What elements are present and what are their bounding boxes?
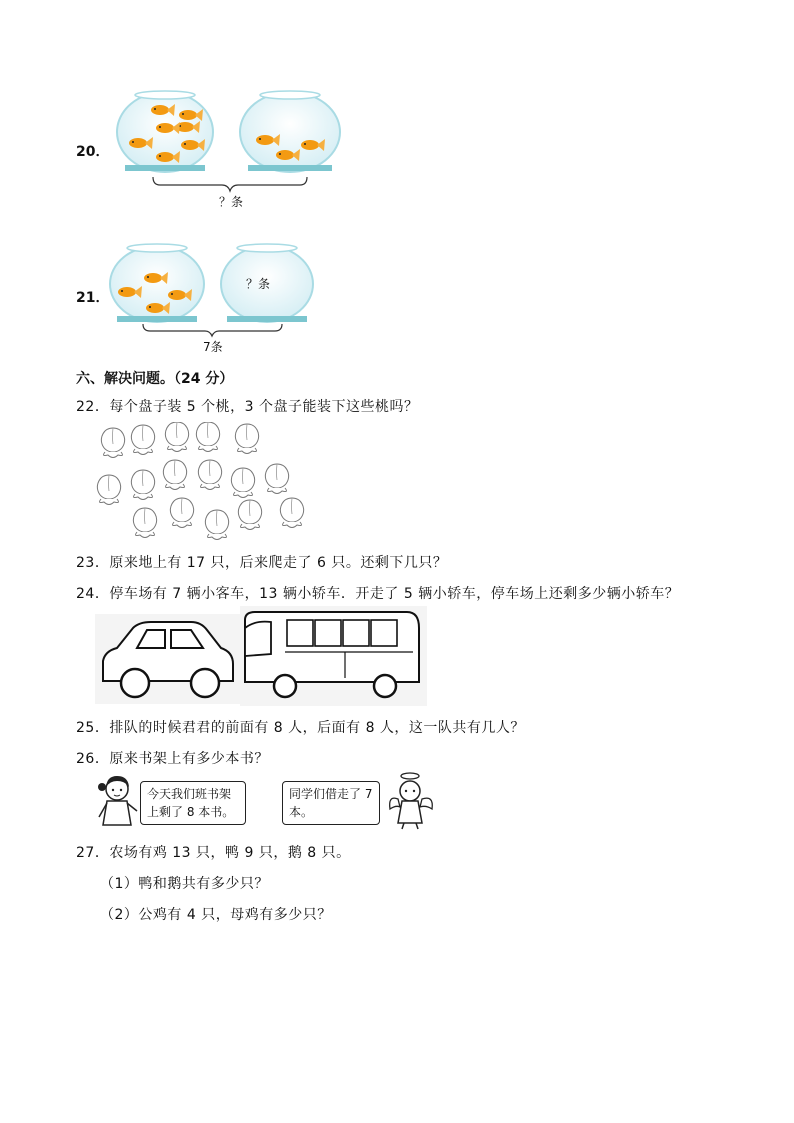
peach-row-2 [97,460,288,505]
peach-icon [198,460,221,490]
speech-bubble-left: 今天我们班书架上剩了 8 本书。 [140,781,246,825]
q21-fish-bowls [105,240,325,340]
q21-number: 21． [76,290,110,306]
girl-icon [97,773,139,831]
q27-sub2: （2）公鸡有 4 只，母鸡有多少只？ [100,907,332,923]
peach-icon [231,468,254,498]
q23-text: 23．原来地上有 17 只，后来爬走了 6 只。还剩下几只？ [76,555,448,571]
peach-icon [101,428,124,458]
peach-icon [97,475,120,505]
peach-icon [133,508,156,538]
peach-icon [163,460,186,490]
q20-brace-label: ？条 [219,195,244,209]
vehicles-illustration [95,606,427,706]
q20-number: 20． [76,144,110,160]
brace-bracket [153,177,307,191]
peach-row-1 [101,422,258,458]
q21-unknown-label: ？条 [246,277,271,291]
peach-icon [235,424,258,454]
q26-text: 26．原来书架上有多少本书？ [76,751,269,767]
peach-row-3 [133,498,303,540]
peaches-illustration [95,422,315,542]
peach-icon [265,464,288,494]
q22-text: 22．每个盘子装 5 个桃，3 个盘子能装下这些桃吗？ [76,399,419,415]
peach-icon [131,425,154,455]
q27-sub1: （1）鸭和鹅共有多少只？ [100,876,269,892]
speech-bubble-right: 同学们借走了 7 本。 [282,781,380,825]
peach-icon [196,422,219,452]
peach-icon [131,470,154,500]
section-title: 六、解决问题。（24 分） [76,371,234,387]
q25-text: 25．排队的时候君君的前面有 8 人，后面有 8 人，这一队共有几人？ [76,720,525,736]
peach-icon [170,498,193,528]
angel-icon [386,771,438,831]
peach-icon [280,498,303,528]
q21-brace-label: 7条 [203,340,223,354]
peach-icon [205,510,228,540]
peach-icon [238,500,261,530]
bowl-right [240,91,340,172]
peach-icon [165,422,188,452]
q24-text: 24．停车场有 7 辆小客车，13 辆小轿车．开走了 5 辆小轿车，停车场上还剩多少辆小轿车？ [76,586,680,602]
brace-bracket [143,324,282,336]
q27-text: 27．农场有鸡 13 只，鸭 9 只，鹅 8 只。 [76,845,351,861]
